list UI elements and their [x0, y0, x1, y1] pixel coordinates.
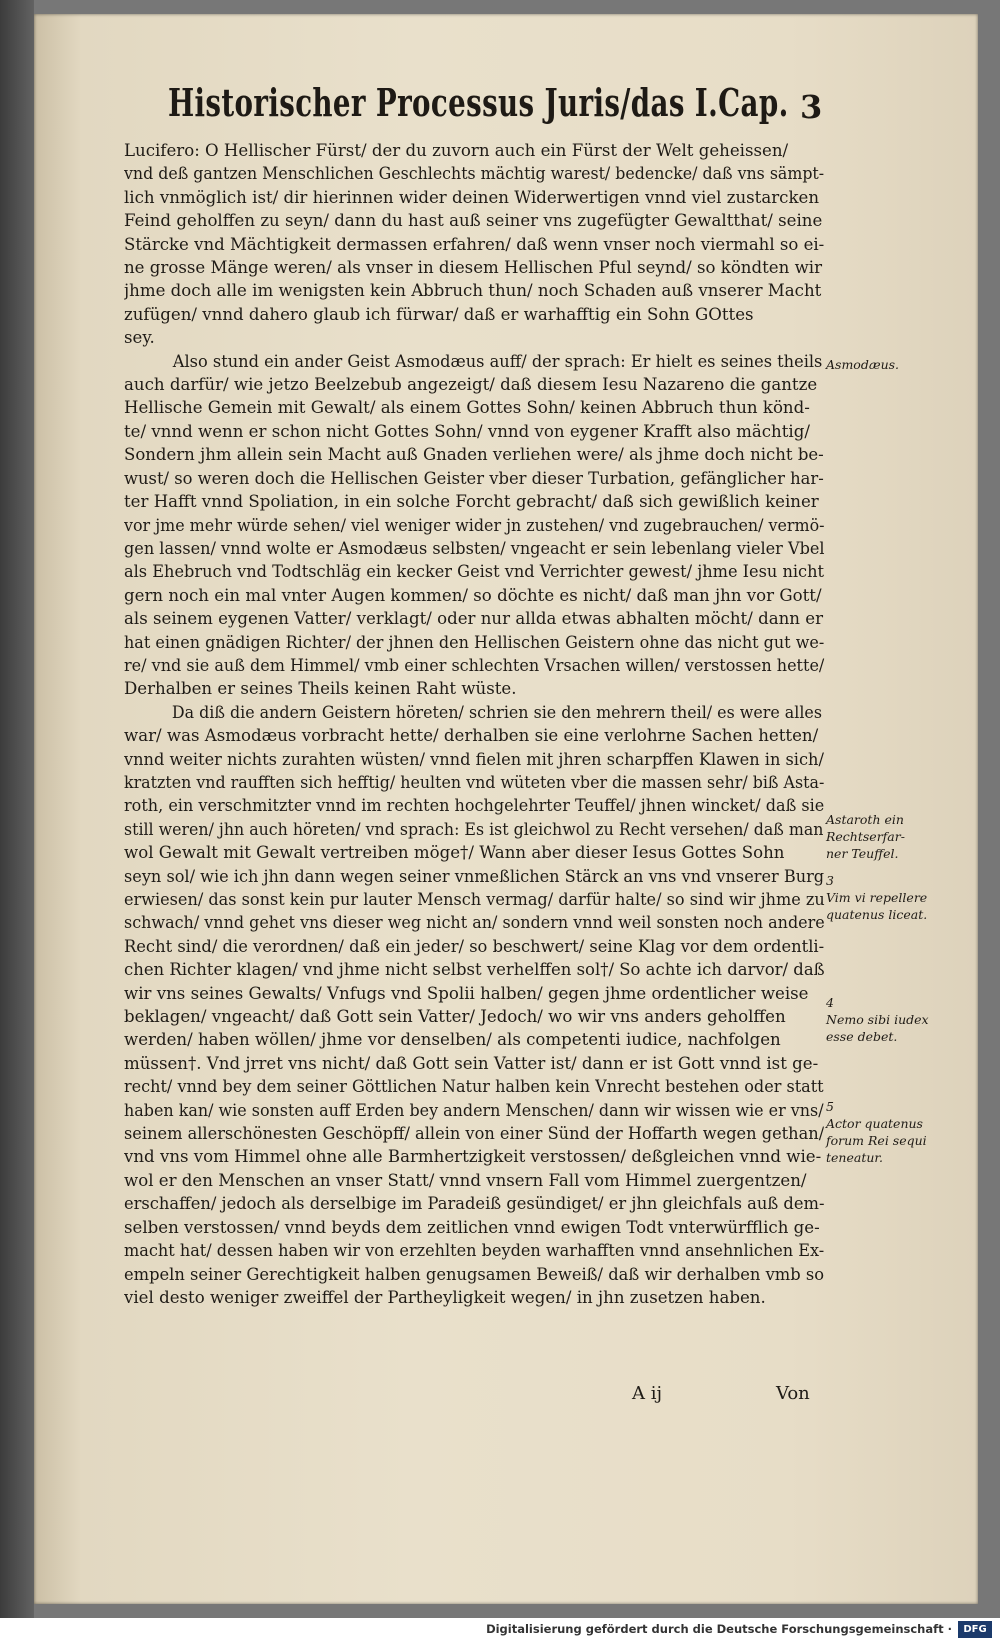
text-line: müssen†. Vnd jrret vns nicht/ daß Gott sein Vatter ist/ dann er ist Gott vnnd ist ge-: [124, 1053, 819, 1073]
margin-note-line: 3: [826, 873, 834, 888]
text-line: vor jme mehr würde sehen/ viel weniger wider jn zustehen/ vnd zugebrauchen/ vermö-: [124, 515, 825, 535]
margin-note-line: Asmodæus.: [826, 357, 900, 372]
text-line: te/ vnnd wenn er schon nicht Gottes Sohn/ vnnd von eygener Krafft also mächtig/: [124, 421, 810, 441]
text-line: ne grosse Mänge weren/ als vnser in diesem Hellischen Pful seynd/ so köndten wir: [124, 258, 823, 278]
text-line: Da diß die andern Geistern höreten/ schrien sie den mehrern theil/ es were alles: [171, 702, 822, 722]
text-line: re/ vnd sie auß dem Himmel/ vmb einer schlechten Vrsachen willen/ verstossen hette/: [124, 655, 825, 675]
text-line: als Ehebruch vnd Todtschläg ein kecker Geist vnd Verrichter gewest/ jhme Iesu nicht: [124, 562, 824, 582]
text-line: gen lassen/ vnnd wolte er Asmodæus selbsten/ vngeacht er sein lebenlang vieler Vbel: [124, 538, 825, 558]
margin-note-line: Actor quatenus: [826, 1116, 923, 1131]
margin-note-line: Rechtserfar-: [826, 829, 905, 844]
text-line: als seinem eygenen Vatter/ verklagt/ oder nur allda etwas abhalten möcht/ dann er: [124, 609, 824, 629]
text-line: schwach/ vnnd gehet vns dieser weg nicht an/ sondern vnnd weil sonsten noch andere: [124, 913, 825, 933]
book-page: [34, 14, 978, 1604]
running-header: Historischer Processus Juris/das I.Cap.: [168, 80, 789, 125]
text-line: Also stund ein ander Geist Asmodæus auff/ der sprach: Er hielt es seines theils: [172, 351, 823, 371]
text-line: vnd vns vom Himmel ohne alle Barmhertzigkeit verstossen/ deßgleichen vnnd wie-: [124, 1147, 822, 1167]
margin-note-line: teneatur.: [826, 1150, 883, 1165]
text-line: wol er den Menschen an vnser Statt/ vnnd vnsern Fall vom Himmel zuergentzen/: [124, 1170, 807, 1190]
margin-note-line: quatenus liceat.: [826, 907, 928, 922]
text-line: haben kan/ wie sonsten auff Erden bey andern Menschen/ dann wir wissen wie er vns/: [124, 1100, 824, 1120]
text-line: Sondern jhm allein sein Macht auß Gnaden verliehen were/ als jhme doch nicht be-: [124, 445, 824, 465]
text-line: hat einen gnädigen Richter/ der jhnen den Hellischen Geistern ohne das nicht gut we-: [124, 632, 824, 652]
text-line: viel desto weniger zweiffel der Partheyligkeit wegen/ in jhn zusetzen haben.: [124, 1287, 766, 1307]
catchword: Von: [776, 1383, 810, 1404]
text-line: Stärcke vnd Mächtigkeit dermassen erfahren/ daß wenn vnser noch viermahl so ei-: [124, 234, 824, 254]
funding-text: Digitalisierung gefördert durch die Deutsche Forschungsgemeinschaft ·: [486, 1622, 952, 1636]
text-line: beklagen/ vngeacht/ daß Gott sein Vatter/ Jedoch/ wo wir vns anders geholffen: [124, 1007, 786, 1027]
text-line: Lucifero: O Hellischer Fürst/ der du zuvorn auch ein Fürst der Welt geheissen/: [124, 141, 789, 160]
text-line: wir vns seines Gewalts/ Vnfugs vnd Spolii halben/ gegen jhme ordentlicher weise: [124, 983, 809, 1003]
funding-banner: [0, 1618, 1000, 1642]
margin-note-4: [826, 994, 934, 1045]
text-line: seinem allerschönesten Geschöpff/ allein von einer Sünd der Hoffarth wegen gethan/: [124, 1124, 824, 1144]
margin-note-astaroth: [826, 811, 934, 862]
text-line: vnnd weiter nichts zurahten wüsten/ vnnd fielen mit jhren scharpffen Klawen in sich/: [124, 749, 824, 769]
text-line: Derhalben er seines Theils keinen Raht wüste.: [124, 679, 517, 699]
margin-note-line: Astaroth ein: [826, 812, 904, 827]
text-line: erwiesen/ das sonst kein pur lauter Mensch vermag/ darfür halte/ so sind wir jhme zu: [124, 890, 825, 909]
text-line: seyn sol/ wie ich jhn dann wegen seiner vnmeßlichen Stärck an vns vnd vnserer Burg: [124, 866, 824, 886]
text-line: kratzten vnd raufften sich hefftig/ heulten vnd wüteten vber die massen sehr/ biß Asta-: [124, 772, 825, 792]
text-line: still weren/ jhn auch höreten/ vnd sprach: Es ist gleichwol zu Recht versehen/ daß man: [124, 819, 824, 839]
text-line: zufügen/ vnnd dahero glaub ich fürwar/ daß er warhafftig ein Sohn GOttes: [124, 304, 754, 324]
margin-note-line: 4: [826, 995, 834, 1010]
text-line: vnd deß gantzen Menschlichen Geschlechts mächtig warest/ bedencke/ daß vns sämpt-: [124, 164, 824, 184]
margin-note-asmodaeus: [826, 356, 934, 373]
signature-mark: A ij: [632, 1383, 663, 1404]
text-line: recht/ vnnd bey dem seiner Göttlichen Natur halben kein Vnrecht bestehen oder statt: [124, 1077, 824, 1097]
text-line: Feind geholffen zu seyn/ dann du hast auß seiner vns zugefügter Gewaltthat/ seine: [124, 211, 823, 231]
margin-note-line: Vim vi repellere: [826, 890, 928, 905]
text-line: erschaffen/ jedoch als derselbige im Paradeiß gesündiget/ er jhn gleichfals auß dem-: [124, 1194, 825, 1214]
text-line: selben verstossen/ vnnd beyds dem zeitlichen vnnd ewigen Todt vnterwürfflich ge-: [124, 1217, 820, 1237]
margin-note-5: [826, 1098, 934, 1166]
text-line: gern noch ein mal vnter Augen kommen/ so döchte es nicht/ daß man jhn vor Gott/: [124, 585, 822, 605]
page-number: 3: [800, 88, 823, 126]
text-line: war/ was Asmodæus vorbracht hette/ derhalben sie eine verlohrne Sachen hetten/: [124, 726, 819, 746]
text-line: auch darfür/ wie jetzo Beelzebub angezeigt/ daß diesem Iesu Nazareno die gantze: [124, 375, 818, 395]
dfg-logo-icon: DFG: [958, 1621, 992, 1638]
text-line: lich vnmöglich ist/ dir hierinnen wider deinen Widerwertigen vnnd viel zustarcken: [124, 187, 820, 207]
text-line: empeln seiner Gerechtigkeit halben genugsamen Beweiß/ daß wir derhalben vmb so: [124, 1264, 825, 1284]
body-text: [124, 139, 824, 1309]
text-line: Hellische Gemein mit Gewalt/ als einem Gottes Sohn/ keinen Abbruch thun könd-: [124, 398, 810, 418]
text-line: roth, ein verschmitzter vnnd im rechten hochgelehrter Teuffel/ jhnen wincket/ daß sie: [124, 796, 825, 816]
margin-note-line: esse debet.: [826, 1029, 898, 1044]
margin-note-3: [826, 872, 934, 923]
text-line: jhme doch alle im wenigsten kein Abbruch thun/ noch Schaden auß vnserer Macht: [124, 281, 822, 301]
margin-note-line: ner Teuffel.: [826, 846, 899, 861]
text-line: wol Gewalt mit Gewalt vertreiben möge†/ Wann aber dieser Iesus Gottes Sohn: [124, 843, 785, 863]
text-line: chen Richter klagen/ vnd jhme nicht selbst verhelffen sol†/ So achte ich darvor/ daß: [124, 960, 825, 980]
text-line: Recht sind/ die verordnen/ daß ein jeder/ so beschwert/ seine Klag vor dem ordentli-: [124, 936, 824, 956]
margin-note-line: Nemo sibi iudex: [826, 1012, 929, 1027]
text-line: wust/ so weren doch die Hellischen Geister vber dieser Turbation, gefänglicher har-: [124, 468, 824, 488]
text-line: sey.: [124, 328, 155, 348]
text-line: ter Hafft vnnd Spoliation, in ein solche Forcht gebracht/ daß sich gewißlich keiner: [124, 492, 819, 512]
margin-note-line: forum Rei sequi: [826, 1133, 927, 1148]
margin-note-line: 5: [826, 1099, 834, 1114]
text-line: macht hat/ dessen haben wir von erzehlten beyden warhafften vnnd ansehnlichen Ex-: [124, 1241, 825, 1261]
text-line: werden/ haben wöllen/ jhme vor denselben/ als competenti iudice, nachfolgen: [124, 1030, 781, 1050]
book-gutter-shadow: [0, 0, 34, 1618]
